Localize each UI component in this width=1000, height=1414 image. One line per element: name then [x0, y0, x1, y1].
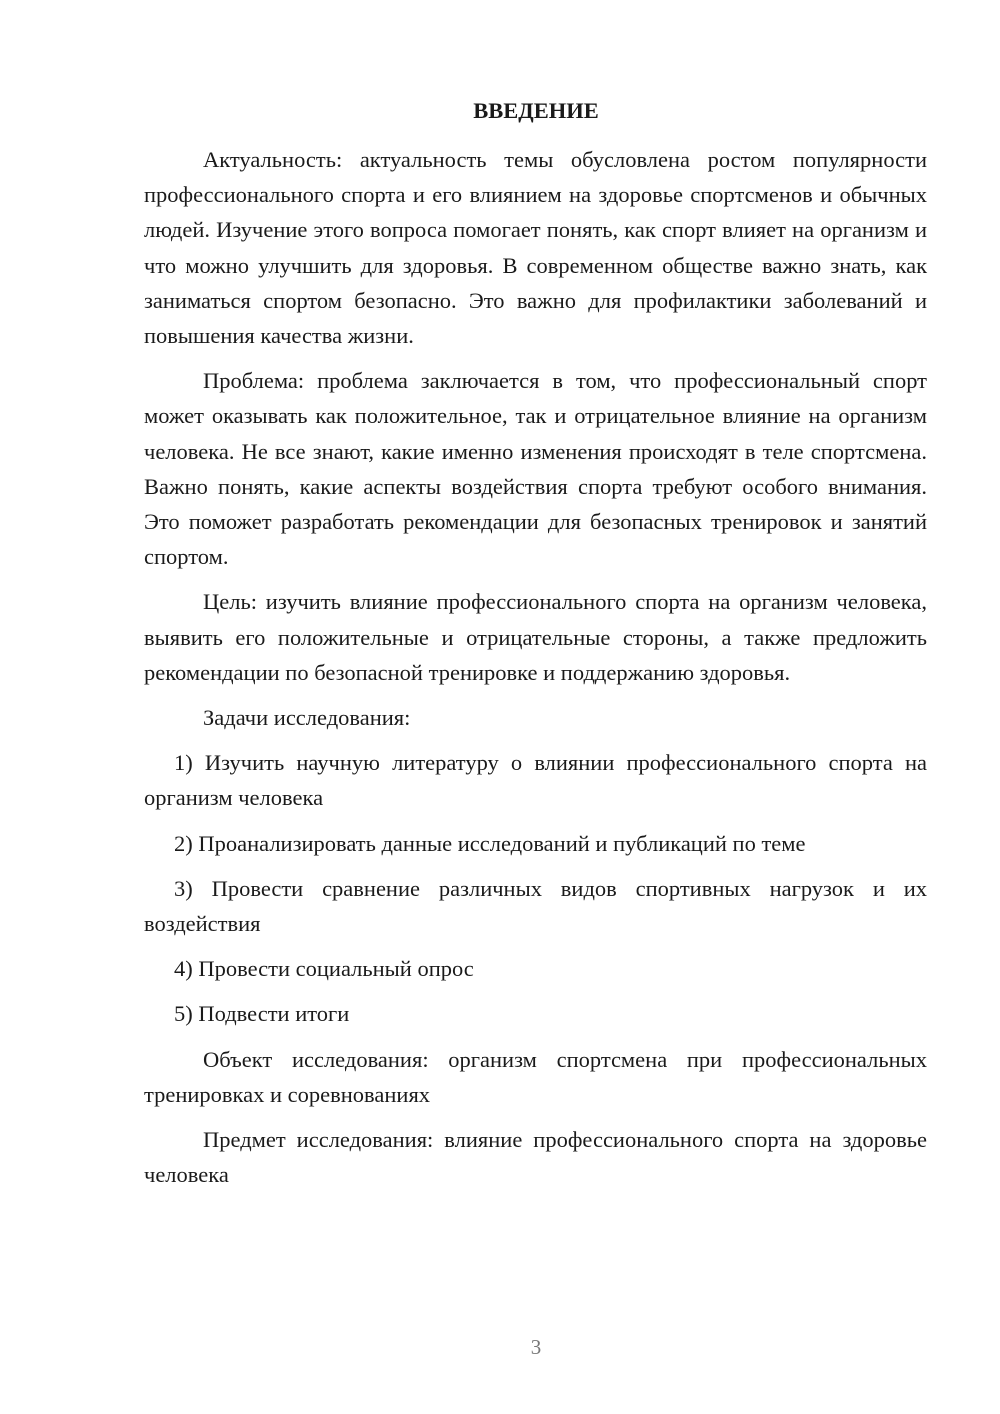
task-item-1: 1) Изучить научную литературу о влиянии профессионального спорта на организм человека	[144, 750, 927, 811]
problem-paragraph: Проблема: проблема заключается в том, что профессиональный спорт может оказывать как положительное, так и отрицательное влияние на организм человека. Не все знают, какие именно изменения происходят в теле спортсмена. Важно понять, какие аспекты воздействия спорта требуют особого внимания. Это поможет разработать рекомендации для безопасных тренировок и занятий спортом.	[144, 368, 927, 570]
task-item-3: 3) Провести сравнение различных видов спортивных нагрузок и их воздействия	[144, 875, 927, 937]
page-number: 3	[530, 1335, 542, 1359]
body-text	[144, 142, 927, 1202]
object-paragraph: Объект исследования: организм спортсмена при профессиональных тренировках и соревнованиях	[144, 1046, 927, 1107]
goal-paragraph: Цель: изучить влияние профессионального спорта на организм человека, выявить его положительные и отрицательные стороны, а также предложить рекомендации по безопасной тренировке и поддержанию здоровья.	[144, 589, 927, 685]
relevance-paragraph: Актуальность: актуальность темы обусловлена ростом популярности профессионального спорта и его влиянием на здоровье спортсменов и обычных людей. Изучение этого вопроса помогает понять, как спорт влияет на организм и что можно улучшить для здоровья. В современном обществе важно знать, как заниматься спортом безопасно. Это важно для профилактики заболеваний и повышения качества жизни.	[144, 147, 927, 349]
tasks-heading: Задачи исследования:	[203, 705, 411, 731]
task-item-2: 2) Проанализировать данные исследований и публикаций по теме	[174, 830, 806, 856]
section-heading: ВВЕДЕНИЕ	[473, 98, 599, 123]
task-item-4: 4) Провести социальный опрос	[174, 956, 474, 982]
task-item-5: 5) Подвести итоги	[174, 1001, 350, 1027]
subject-paragraph: Предмет исследования: влияние профессионального спорта на здоровье человека	[144, 1127, 927, 1188]
